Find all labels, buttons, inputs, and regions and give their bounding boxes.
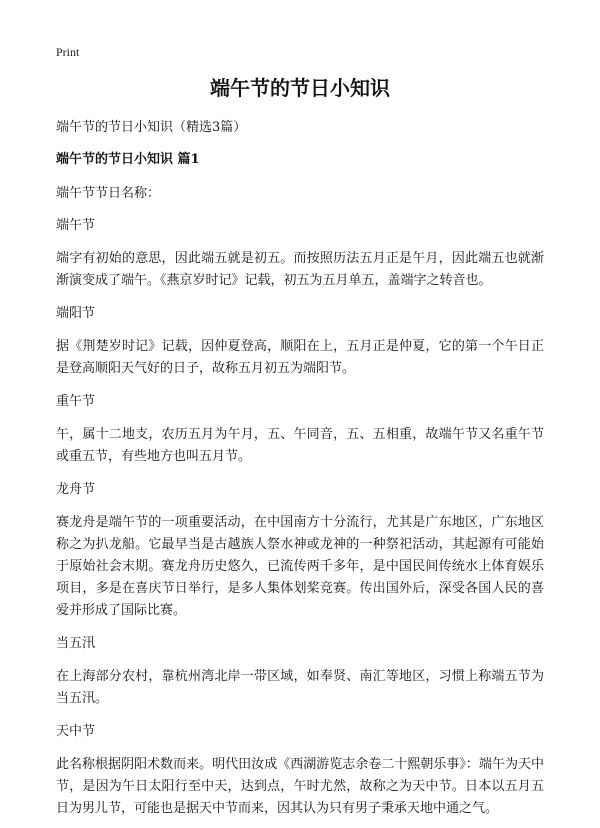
block-heading-duanwu: 端午节 <box>56 218 96 233</box>
block-text-chongwu: 午，属十二地支，农历五月为午月，五、午同音，五、五相重，故端午节又名重午节或重五节，有些地方也叫五月节。 <box>56 427 544 464</box>
section-title: 端午节的节日小知识 篇1 <box>56 152 200 167</box>
intro-label: 端午节节日名称： <box>56 186 161 201</box>
block-heading-chongwu: 重午节 <box>56 394 96 409</box>
block-text-duanyang: 据《荆楚岁时记》记载，因仲夏登高，顺阳在上，五月正是仲夏，它的第一个午日正是登高顺阳天气好的日子，故称五月初五为端阳节。 <box>56 339 544 376</box>
print-link[interactable]: Print <box>56 45 80 59</box>
block-text-dangwuxun: 在上海部分农村，靠杭州湾北岸一带区域，如奉贤、南汇等地区，习惯上称端五节为当五汛。 <box>56 669 544 706</box>
block-heading-longzhou: 龙舟节 <box>56 482 96 497</box>
block-text-tianzhong: 此名称根据阴阳术数而来。明代田汝成《西湖游览志余卷二十熙朝乐事》：端午为天中节，是因为午日太阳行至中天，达到点，午时尤然，故称之为天中节。日本以五月五日为男儿节，可能也是据天中节而来，因其认为只有男子秉承天地中通之气。 <box>56 757 544 816</box>
block-text-duanwu: 端字有初始的意思，因此端五就是初五。而按照历法五月正是午月，因此端五也就渐渐演变成了端午。《燕京岁时记》记载，初五为五月单五，盖端字之转音也。 <box>56 251 544 288</box>
block-heading-dangwuxun: 当五汛 <box>56 636 96 651</box>
block-heading-tianzhong: 天中节 <box>56 724 96 739</box>
block-text-longzhou: 赛龙舟是端午节的一项重要活动，在中国南方十分流行，尤其是广东地区，广东地区称之为扒龙船。它最早当是古越族人祭水神或龙神的一种祭祀活动，其起源有可能始于原始社会末期。赛龙舟历史悠久，已流传两千多年，是中国民间传统水上体育娱乐项目，多是在喜庆节日举行，是多人集体划桨竞赛。传出国外后，深受各国人民的喜爱并形成了国际比赛。 <box>56 515 544 618</box>
document-subtitle: 端午节的节日小知识（精选3篇） <box>56 120 247 135</box>
block-heading-duanyang: 端阳节 <box>56 306 96 321</box>
page-title: 端午节的节日小知识 <box>210 76 390 100</box>
